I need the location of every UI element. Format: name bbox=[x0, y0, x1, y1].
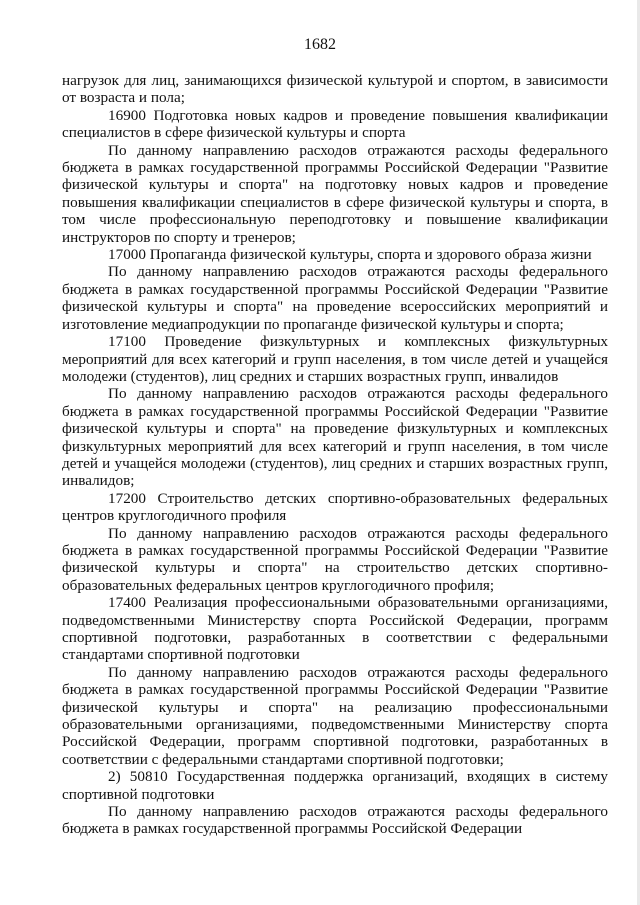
section-heading-16900: 16900 Подготовка новых кадров и проведение повышения квалификации специалистов в сфере физической культуры и спорта bbox=[62, 106, 608, 142]
section-heading-17200: 17200 Строительство детских спортивно-образовательных федеральных центров круглогодичного профиля bbox=[62, 489, 608, 525]
paragraph: По данному направлению расходов отражаются расходы федерального бюджета в рамках государственной программы Российской Федерации bbox=[62, 803, 608, 838]
paragraph: По данному направлению расходов отражаются расходы федерального бюджета в рамках государственной программы Российской Федерации "Развитие физической культуры и спорта" на реализацию профессиональными образовательными организациями, подведомственными Министерству спорта Российской Федерации, программ спортивной подготовки, разработанных в соответствии с федеральными стандартами спортивной подготовки; bbox=[62, 663, 608, 768]
paragraph: По данному направлению расходов отражаются расходы федерального бюджета в рамках государственной программы Российской Федерации "Развитие физической культуры и спорта" на строительство детских спортивно-образовательных федеральных центров круглогодичного профиля; bbox=[62, 524, 608, 594]
paragraph: По данному направлению расходов отражаются расходы федерального бюджета в рамках государственной программы Российской Федерации "Развитие физической культуры и спорта" на проведение физкультурных и комплексных физкультурных мероприятий для всех категорий и групп населения, в том числе детей и учащейся молодежи (студентов), лиц средних и старших возрастных групп, инвалидов; bbox=[62, 385, 608, 490]
paragraph: По данному направлению расходов отражаются расходы федерального бюджета в рамках государственной программы Российской Федерации "Развитие физической культуры и спорта" на проведение всероссийских мероприятий и изготовление медиапродукции по пропаганде физической культуры и спорта; bbox=[62, 263, 608, 333]
section-heading-17400: 17400 Реализация профессиональными образовательными организациями, подведомственными Министерству спорта Российской Федерации, программ спортивной подготовки, разработанных в соответствии с федеральными стандартами спортивной подготовки bbox=[62, 594, 608, 664]
section-heading-50810: 2) 50810 Государственная поддержка организаций, входящих в систему спортивной подготовки bbox=[62, 768, 608, 803]
section-heading-17000: 17000 Пропаганда физической культуры, спорта и здорового образа жизни bbox=[108, 246, 592, 264]
page-number: 1682 bbox=[304, 36, 336, 53]
page-body bbox=[62, 72, 608, 838]
paragraph: По данному направлению расходов отражаются расходы федерального бюджета в рамках государственной программы Российской Федерации "Развитие физической культуры и спорта" на подготовку новых кадров и проведение повышения квалификации специалистов в сфере физической культуры и спорта, в том числе профессиональную переподготовку и повышение квалификации инструкторов по спорту и тренеров; bbox=[62, 141, 608, 246]
paragraph: нагрузок для лиц, занимающихся физической культурой и спортом, в зависимости от возраста и пола; bbox=[62, 72, 608, 107]
section-heading-17100: 17100 Проведение физкультурных и комплексных физкультурных мероприятий для всех категорий и групп населения, в том числе детей и учащейся молодежи (студентов), лиц средних и старших возрастных групп, инвалидов bbox=[62, 333, 608, 385]
